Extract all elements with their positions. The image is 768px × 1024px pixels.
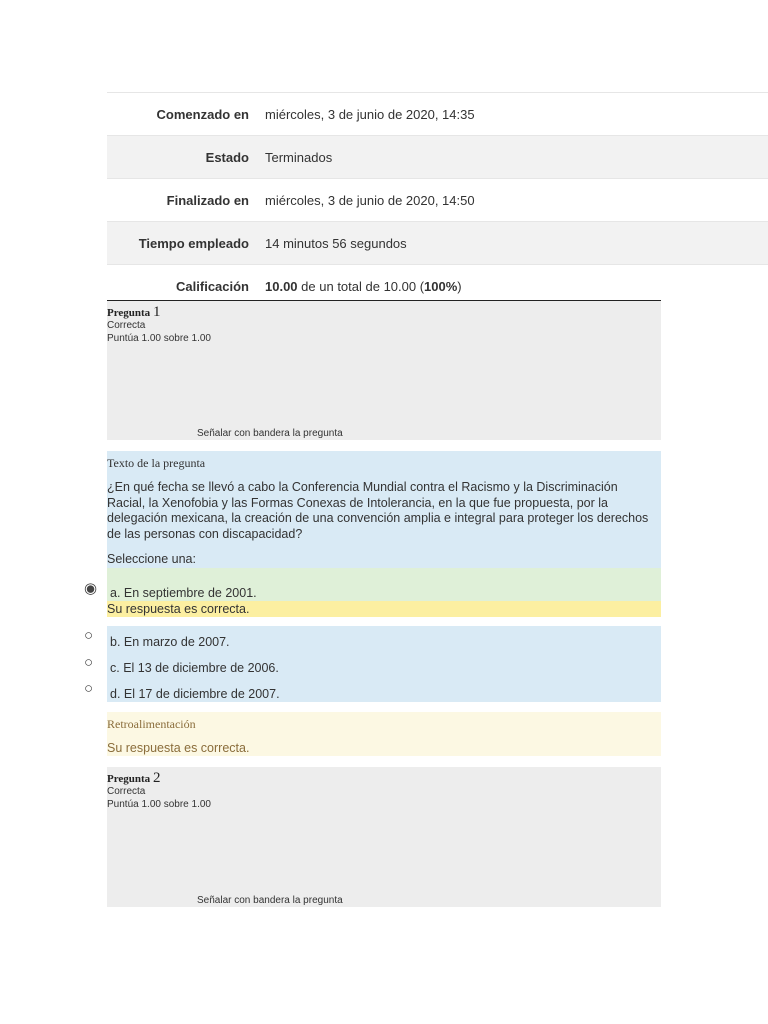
question-number-value: 1 [152, 304, 161, 320]
summary-row-finished [107, 178, 768, 221]
question-1-info [107, 300, 661, 440]
question-prefix: Pregunta [107, 773, 151, 785]
answer-feedback: Su respuesta es correcta. [107, 601, 661, 617]
summary-label: Estado [205, 149, 249, 165]
question-number-value: 2 [152, 770, 161, 786]
feedback-text: Su respuesta es correcta. [107, 741, 250, 755]
summary-value: miércoles, 3 de junio de 2020, 14:35 [265, 106, 475, 122]
summary-value [265, 279, 768, 294]
question-number [107, 770, 160, 787]
answer-option-c[interactable]: c. El 13 de diciembre de 2006. [110, 661, 279, 675]
question-prefix: Pregunta [107, 307, 151, 319]
summary-row-time [107, 221, 768, 264]
summary-label: Tiempo empleado [138, 235, 249, 251]
question-text: ¿En qué fecha se llevó a cabo la Conferencia Mundial contra el Racismo y la Discriminación Racial, la Xenofobia y las Formas Conexas de Intolerancia, en la que fue propuesta, por la delegación mexicana, la creación de una convención amplia e integral para proteger los derechos de las personas con discapacidad? [107, 480, 649, 541]
summary-value: Terminados [265, 149, 333, 165]
answer-option-d[interactable]: d. El 17 de diciembre de 2007. [110, 687, 280, 701]
question-grade: Puntúa 1.00 sobre 1.00 [107, 333, 211, 344]
question-grade: Puntúa 1.00 sobre 1.00 [107, 799, 211, 810]
answer-option-a[interactable]: a. En septiembre de 2001. [110, 586, 257, 600]
grade-close: ) [457, 278, 462, 294]
question-2-info [107, 767, 661, 907]
question-state: Correcta [107, 320, 146, 331]
feedback-heading: Retroalimentación [107, 717, 196, 731]
flag-question-link[interactable]: Señalar con bandera la pregunta [197, 895, 343, 906]
general-feedback [107, 712, 661, 756]
grade-percent: 100% [424, 278, 458, 294]
grade-value: 10.00 [265, 278, 298, 294]
question-state: Correcta [107, 786, 146, 797]
radio-unselected-icon[interactable]: ○ [84, 654, 94, 671]
question-number [107, 304, 160, 321]
radio-unselected-icon[interactable]: ○ [84, 680, 94, 697]
summary-row-state [107, 135, 768, 178]
attempt-summary-table [107, 92, 768, 307]
grade-total: de un total de 10.00 ( [301, 278, 425, 294]
flag-question-link[interactable]: Señalar con bandera la pregunta [197, 428, 343, 439]
summary-value: 14 minutos 56 segundos [265, 235, 407, 251]
radio-selected-icon[interactable]: ◉ [84, 580, 98, 597]
summary-label: Finalizado en [166, 192, 249, 208]
question-text-heading: Texto de la pregunta [107, 456, 206, 470]
answer-option-b[interactable]: b. En marzo de 2007. [110, 635, 230, 649]
select-one-prompt: Seleccione una: [107, 552, 196, 566]
summary-value: miércoles, 3 de junio de 2020, 14:50 [265, 192, 475, 208]
divider [107, 617, 661, 626]
summary-row-started [107, 92, 768, 135]
summary-label: Calificación [176, 278, 249, 294]
radio-unselected-icon[interactable]: ○ [84, 627, 94, 644]
summary-label: Comenzado en [156, 106, 249, 122]
